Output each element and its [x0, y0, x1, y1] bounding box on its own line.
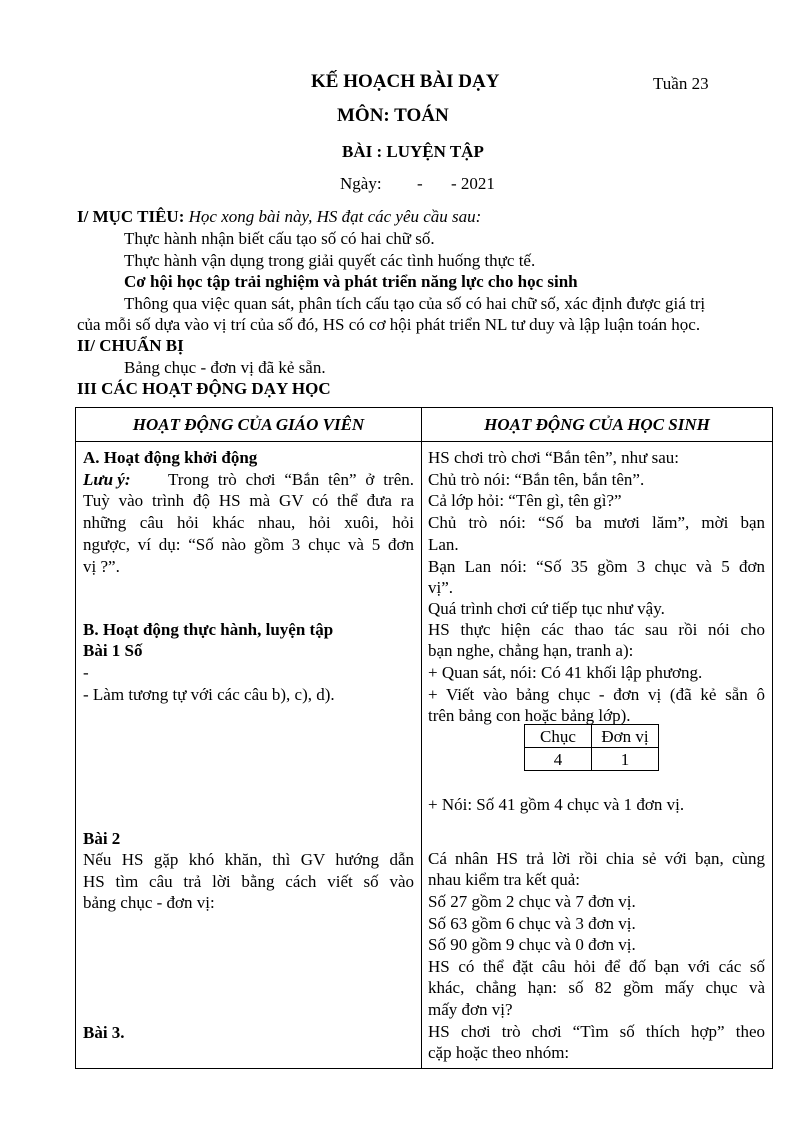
exercise-2-line-2: HS tìm câu trả lời bằng cách viết số vào [83, 872, 414, 891]
student-line-16a: HS chơi trò chơi “Tìm số thích hợp” theo [428, 1022, 765, 1041]
student-line-15a: HS có thể đặt câu hỏi để đố bạn với các số [428, 957, 765, 976]
note-line-4: ngược, ví dụ: “Số nào gồm 3 chục và 5 đơn [83, 535, 414, 554]
teacher-column-header: HOẠT ĐỘNG CỦA GIÁO VIÊN [76, 408, 422, 442]
student-line-16b: cặp hoặc theo nhóm: [428, 1043, 570, 1062]
exercise-1-title: Bài 1 Số [83, 641, 143, 660]
student-line-8: + Quan sát, nói: Có 41 khối lập phương. [428, 663, 703, 682]
student-line-11b: nhau kiểm tra kết quả: [428, 870, 581, 889]
document-title: KẾ HOẠCH BÀI DẠY [311, 71, 500, 92]
student-line-9b: trên bảng con hoặc bảng lớp). [428, 706, 631, 725]
student-line-4a: Chủ trò nói: “Số ba mươi lăm”, mời bạn [428, 513, 765, 532]
note-line-2: Tuỳ vào trình độ HS mà GV có thể đưa ra [83, 491, 414, 510]
note-line-3: những câu hỏi khác nhau, hỏi xuôi, hỏi [83, 513, 414, 532]
note-text-1: Trong trò chơi “Bắn tên” ở trên. [168, 470, 414, 489]
student-line-3: Cả lớp hỏi: “Tên gì, tên gì?” [428, 491, 622, 510]
tens-header: Chục [525, 725, 592, 748]
week-label: Tuần 23 [653, 74, 709, 93]
student-line-7b: bạn nghe, chẳng hạn, tranh a): [428, 641, 634, 660]
units-header: Đơn vị [592, 725, 659, 748]
teacher-activities-cell [76, 442, 422, 1069]
exercise-2-line-3: bảng chục - đơn vị: [83, 893, 215, 912]
date-year: - 2021 [451, 174, 495, 193]
lesson-title: BÀI : LUYỆN TẬP [342, 142, 484, 161]
objective-item-2: Thực hành vận dụng trong giải quyết các tình huống thực tế. [124, 251, 536, 270]
tens-units-table [524, 724, 659, 771]
note-line-5: vị ?”. [83, 557, 120, 576]
student-column-header: HOẠT ĐỘNG CỦA HỌC SINH [422, 408, 773, 442]
activity-a-heading: A. Hoạt động khởi động [83, 448, 258, 467]
exercise-2-title: Bài 2 [83, 829, 121, 848]
activities-table [75, 407, 773, 1069]
objectives-paragraph-line1: Thông qua việc quan sát, phân tích cấu tạo của số có hai chữ số, xác định được giá trị [124, 294, 706, 313]
student-line-10: + Nói: Số 41 gồm 4 chục và 1 đơn vị. [428, 795, 685, 814]
activity-b-heading: B. Hoạt động thực hành, luyện tập [83, 620, 334, 639]
student-line-9a: + Viết vào bảng chục - đơn vị (đã kẻ sẵn ô [428, 685, 765, 704]
objectives-subheading: Cơ hội học tập trải nghiệm và phát triển năng lực cho học sinh [124, 272, 578, 291]
exercise-2-line-1: Nếu HS gặp khó khăn, thì GV hướng dẫn [83, 850, 414, 869]
exercise-1-dash: - [83, 663, 89, 682]
objectives-intro: Học xong bài này, HS đạt các yêu cầu sau: [188, 207, 482, 226]
student-line-5b: vị”. [428, 578, 454, 597]
objectives-line [77, 206, 481, 227]
student-line-2: Chủ trò nói: “Bắn tên, bắn tên”. [428, 470, 645, 489]
exercise-3-title: Bài 3. [83, 1023, 125, 1042]
objectives-heading: I/ MỤC TIÊU: [77, 207, 185, 226]
date-label: Ngày: [340, 174, 382, 193]
preparation-heading: II/ CHUẨN BỊ [77, 336, 184, 355]
student-line-11a: Cá nhân HS trả lời rồi chia sẻ với bạn, cùng [428, 849, 765, 868]
note-line-1 [83, 469, 414, 490]
date-separator: - [417, 174, 423, 193]
subject-title: MÔN: TOÁN [337, 105, 449, 126]
student-line-14: Số 90 gồm 9 chục và 0 đơn vị. [428, 935, 636, 954]
student-line-4b: Lan. [428, 535, 459, 554]
student-line-12: Số 27 gồm 2 chục và 7 đơn vị. [428, 892, 636, 911]
tens-value: 4 [525, 748, 592, 771]
activities-heading: III CÁC HOẠT ĐỘNG DẠY HỌC [77, 379, 331, 398]
student-line-1: HS chơi trò chơi “Bắn tên”, như sau: [428, 448, 679, 467]
objectives-paragraph-line2: của mỗi số dựa vào vị trí của số đó, HS có cơ hội phát triển NL tư duy và lập luận toán học. [77, 315, 701, 334]
objective-item-1: Thực hành nhận biết cấu tạo số có hai chữ số. [124, 229, 435, 248]
student-line-15c: mấy đơn vị? [428, 1000, 513, 1019]
student-line-6: Quá trình chơi cứ tiếp tục như vậy. [428, 599, 665, 618]
student-line-7a: HS thực hiện các thao tác sau rồi nói cho [428, 620, 765, 639]
preparation-item: Bảng chục - đơn vị đã kẻ sẵn. [124, 358, 326, 377]
student-line-15b: khác, chẳng hạn: số 82 gồm mấy chục và [428, 978, 765, 997]
student-line-13: Số 63 gồm 6 chục và 3 đơn vị. [428, 914, 636, 933]
exercise-1-note: - Làm tương tự với các câu b), c), d). [83, 685, 335, 704]
note-label: Lưu ý: [83, 470, 131, 489]
student-activities-cell [422, 442, 773, 1069]
student-line-5a: Bạn Lan nói: “Số 35 gồm 3 chục và 5 đơn [428, 557, 765, 576]
units-value: 1 [592, 748, 659, 771]
